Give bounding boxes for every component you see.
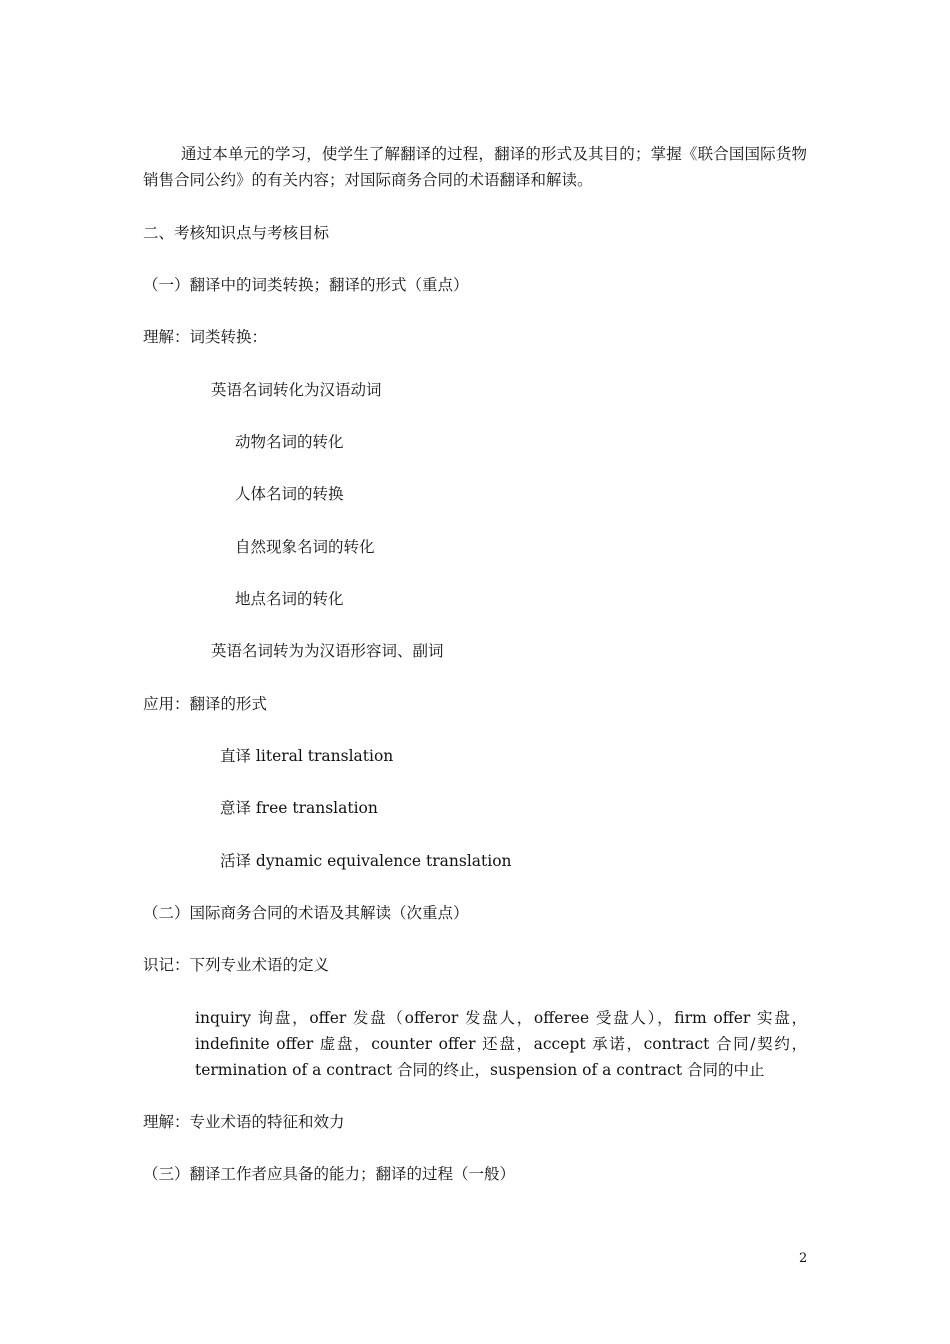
list-item: 地点名词的转化	[235, 590, 344, 608]
translation-form: 意译 free translation	[220, 799, 378, 817]
list-item: 人体名词的转换	[235, 485, 344, 503]
part2-heading: （二）国际商务合同的术语及其解读（次重点）	[143, 904, 469, 922]
understand-label-2: 理解：专业术语的特征和效力	[143, 1113, 345, 1131]
translation-form: 活译 dynamic equivalence translation	[220, 852, 512, 870]
section-title: 二、考核知识点与考核目标	[143, 224, 330, 242]
translation-form: 直译 literal translation	[220, 747, 394, 765]
part3-heading: （三）翻译工作者应具备的能力；翻译的过程（一般）	[143, 1165, 516, 1183]
memorize-label: 识记：下列专业术语的定义	[143, 956, 330, 974]
apply-label: 应用：翻译的形式	[143, 695, 268, 713]
understand-label: 理解：词类转换：	[143, 328, 268, 346]
intro-paragraph: 通过本单元的学习，使学生了解翻译的过程，翻译的形式及其目的；掌握《联合国国际货物销售合同公约》的有关内容；对国际商务合同的术语翻译和解读。	[143, 145, 807, 189]
part1-heading: （一）翻译中的词类转换；翻译的形式（重点）	[143, 276, 469, 294]
page-number: 2	[799, 1251, 808, 1266]
list-item: 动物名词的转化	[235, 433, 344, 451]
terms-paragraph: inquiry 询盘，offer 发盘（offeror 发盘人，offeree 受盘人），firm offer 实盘，indefinite offer 虚盘，counter offer 还盘，accept 承诺，contract 合同/契约，termination of a contract 合同的终止，suspension of a contract 合同的中止	[195, 1009, 807, 1079]
subheading-noun-to-verb: 英语名词转化为汉语动词	[211, 381, 382, 399]
subheading-noun-to-adj: 英语名词转为为汉语形容词、副词	[211, 642, 444, 660]
list-item: 自然现象名词的转化	[235, 538, 375, 556]
